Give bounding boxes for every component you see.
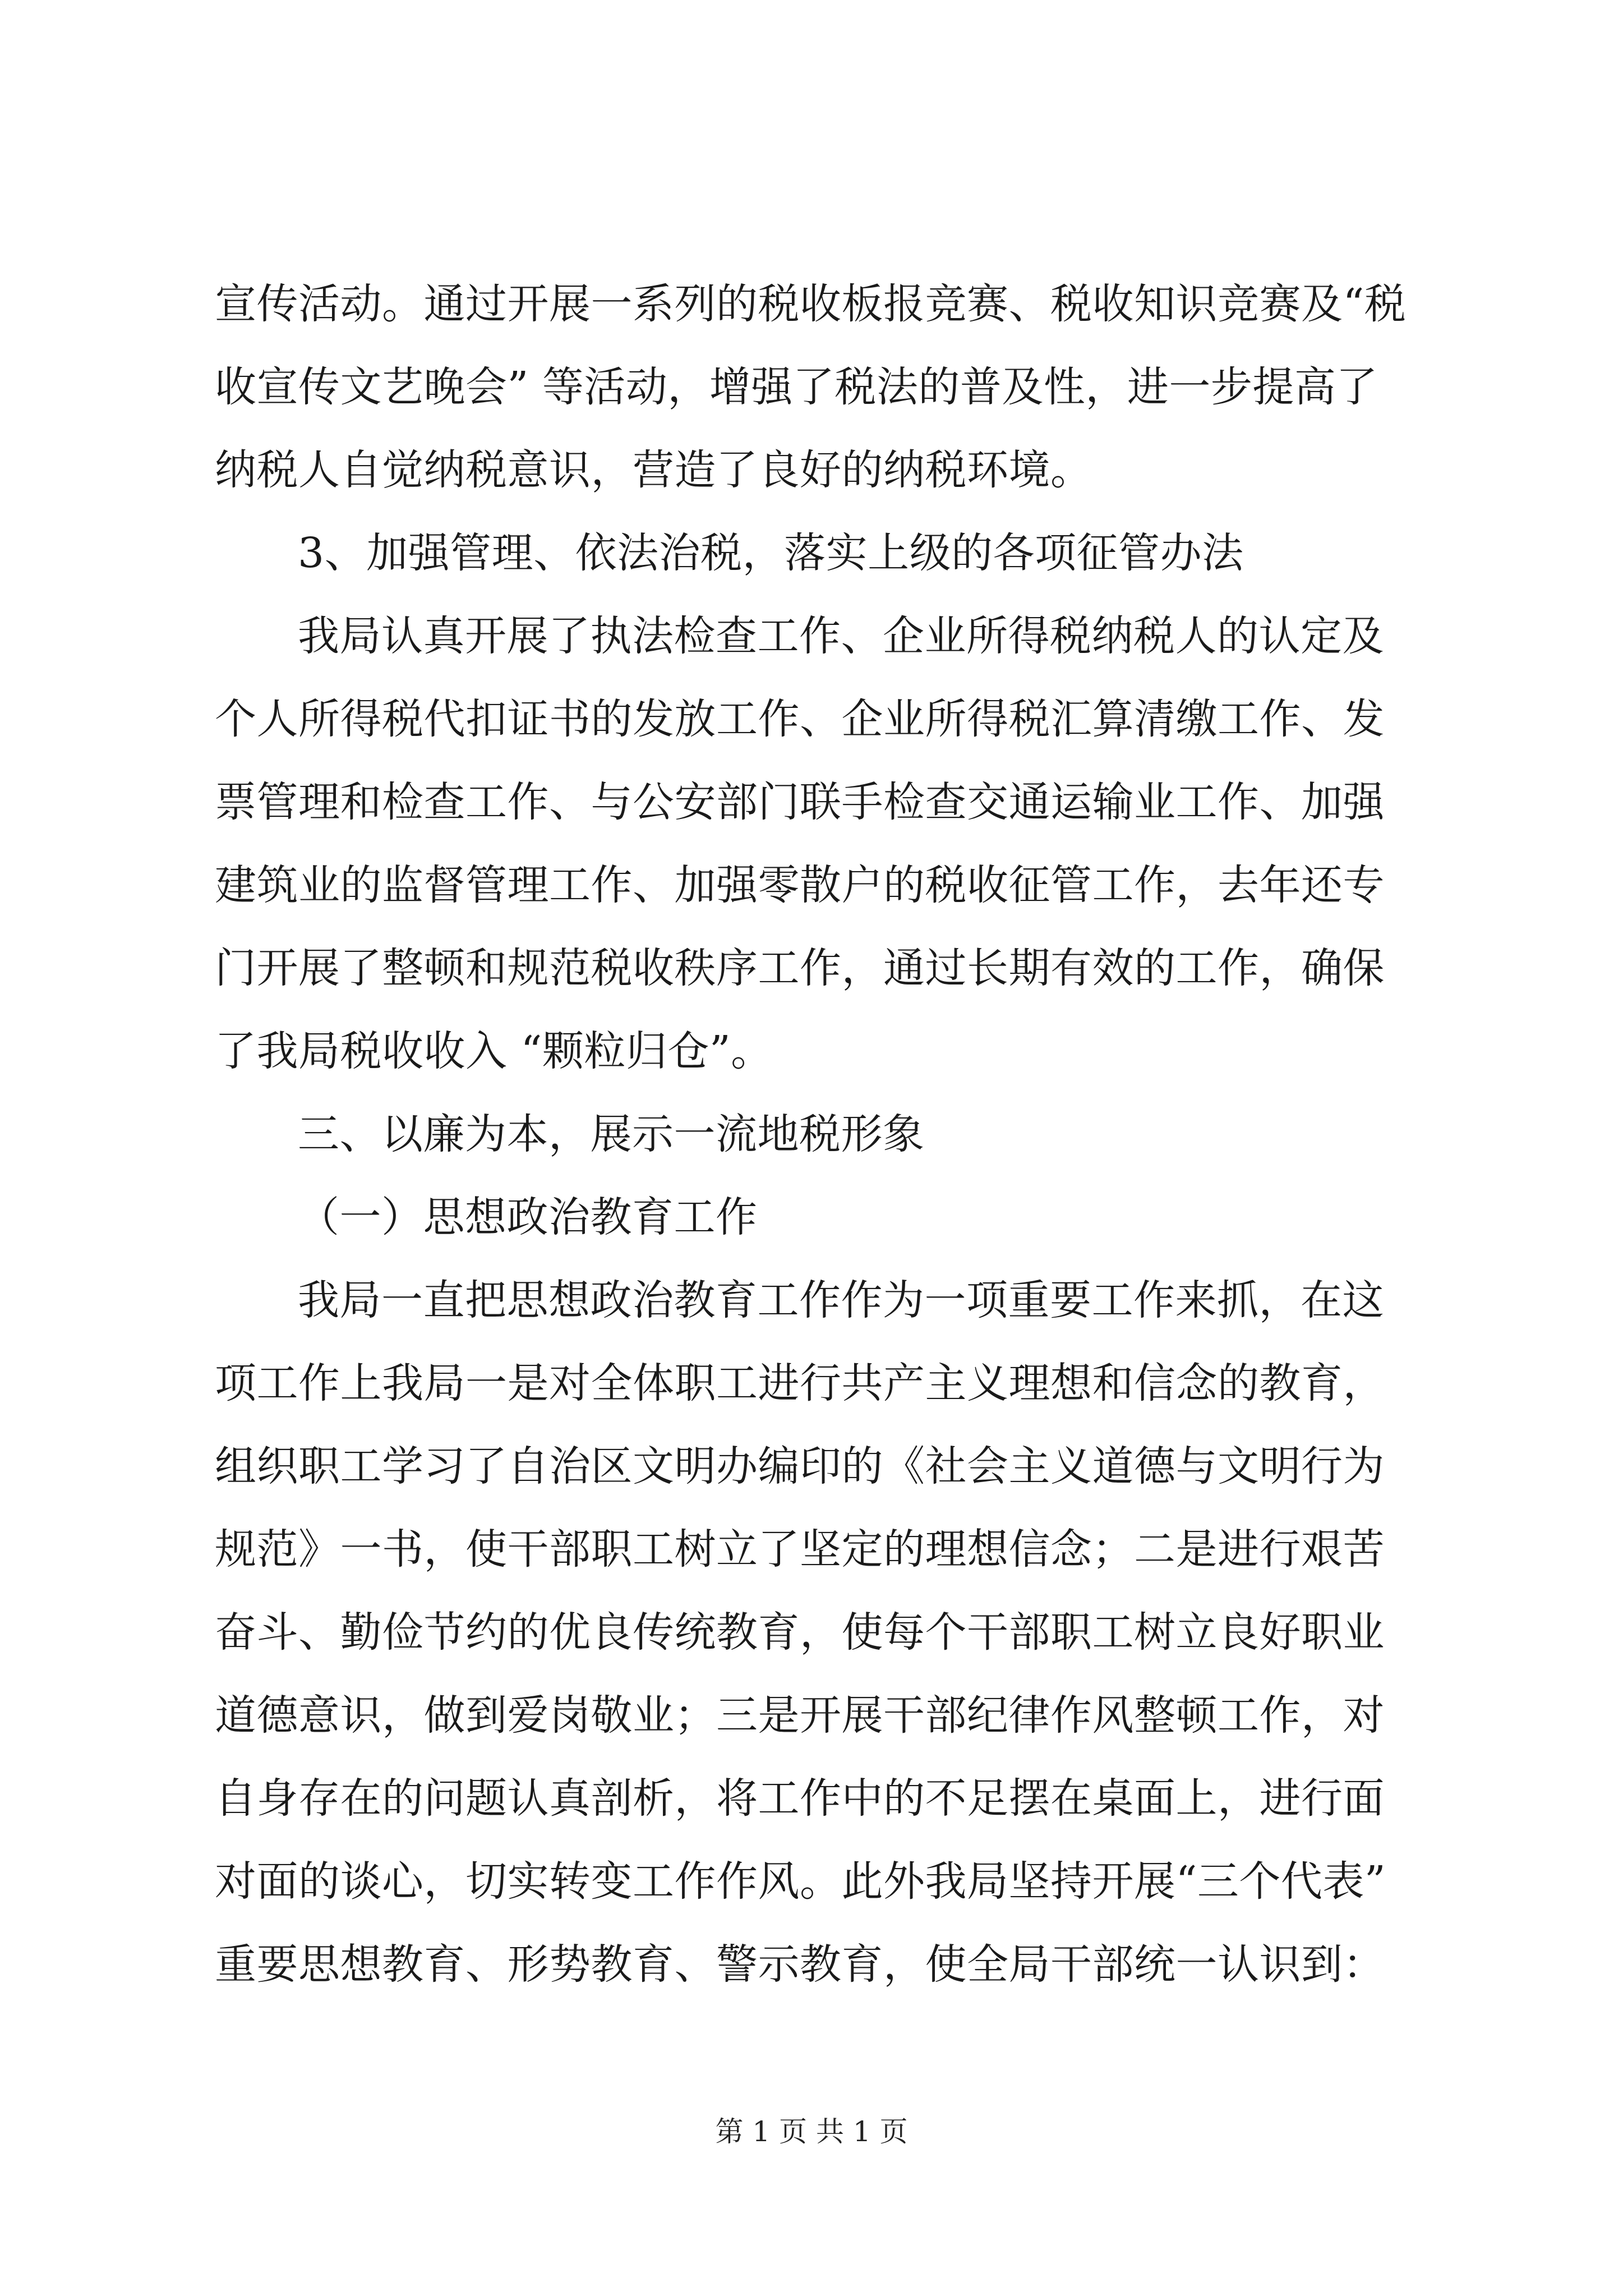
paragraph-line: 收宣传文艺晚会” 等活动，增强了税法的普及性，进一步提高了	[215, 363, 1378, 411]
section-heading: 3、加强管理、依法治税，落实上级的各项征管办法	[298, 529, 1244, 577]
paragraph-line: 项工作上我局一是对全体职工进行共产主义理想和信念的教育，	[215, 1359, 1385, 1407]
paragraph-line: 组织职工学习了自治区文明办编印的《社会主义道德与文明行为	[215, 1442, 1385, 1490]
paragraph-line: 建筑业的监督管理工作、加强零散户的税收征管工作，去年还专	[215, 861, 1385, 909]
page-footer: 第 1 页 共 1 页	[715, 2115, 908, 2148]
paragraph-line: 自身存在的问题认真剖析，将工作中的不足摆在桌面上，进行面	[215, 1774, 1385, 1823]
paragraph-line: 道德意识，做到爱岗敬业；三是开展干部纪律作风整顿工作，对	[215, 1691, 1385, 1740]
paragraph-line: 我局认真开展了执法检查工作、企业所得税纳税人的认定及	[298, 612, 1384, 660]
paragraph-line: 宣传活动。通过开展一系列的税收板报竞赛、税收知识竞赛及“税	[215, 280, 1407, 328]
document-body	[215, 263, 1415, 2006]
paragraph-line: 个人所得税代扣证书的发放工作、企业所得税汇算清缴工作、发	[215, 695, 1385, 743]
paragraph-line: 规范》一书，使干部职工树立了坚定的理想信念；二是进行艰苦	[215, 1525, 1385, 1573]
subsection-heading: （一）思想政治教育工作	[298, 1193, 758, 1241]
paragraph-line: 纳税人自觉纳税意识，营造了良好的纳税环境。	[215, 446, 1092, 494]
paragraph-line: 奋斗、勤俭节约的优良传统教育，使每个干部职工树立良好职业	[215, 1608, 1385, 1657]
paragraph-line: 门开展了整顿和规范税收秩序工作，通过长期有效的工作，确保	[215, 944, 1385, 992]
paragraph-line: 票管理和检查工作、与公安部门联手检查交通运输业工作、加强	[215, 778, 1385, 826]
paragraph-line: 我局一直把思想政治教育工作作为一项重要工作来抓，在这	[298, 1276, 1384, 1324]
paragraph-line: 了我局税收收入 “颗粒归仓”。	[215, 1027, 773, 1075]
paragraph-line: 重要思想教育、形势教育、警示教育，使全局干部统一认识到：	[215, 1940, 1385, 1989]
section-heading: 三、以廉为本，展示一流地税形象	[298, 1110, 925, 1158]
paragraph-line: 对面的谈心，切实转变工作作风。此外我局坚持开展“三个代表”	[215, 1857, 1386, 1906]
